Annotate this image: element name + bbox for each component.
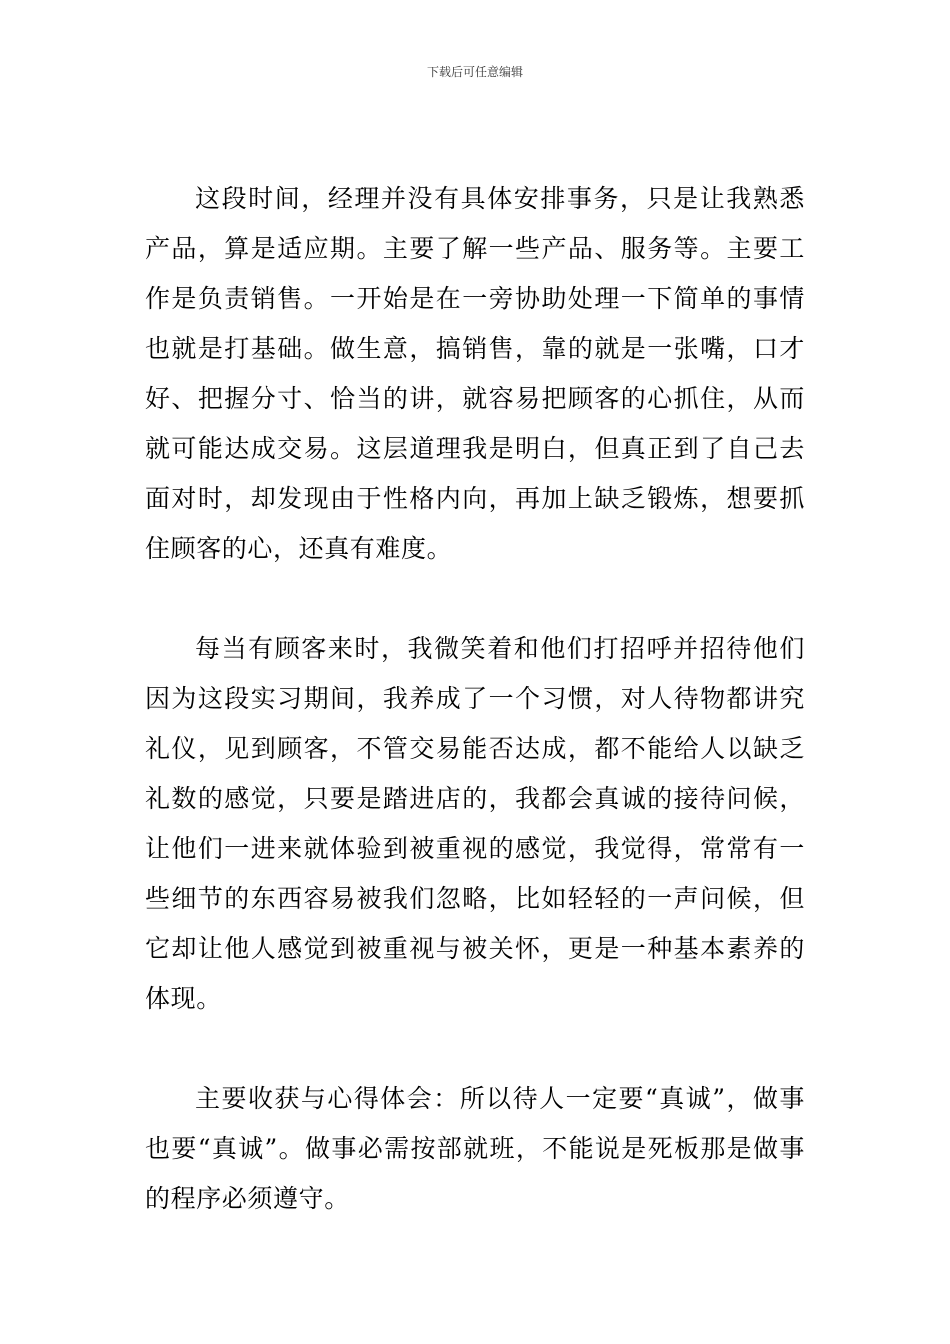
paragraph-3: 主要收获与心得体会：所以待人一定要“真诚”，做事也要“真诚”。做事必需按部就班，不能说是死板那是做事的程序必须遵守。 [145,1084,805,1213]
page-header-note: 下载后可任意编辑 [426,65,523,79]
document-body [145,174,805,1224]
paragraph-2: 每当有顾客来时，我微笑着和他们打招呼并招待他们因为这段实习期间，我养成了一个习惯，对人待物都讲究礼仪，见到顾客，不管交易能否达成，都不能给人以缺乏礼数的感觉，只要是踏进店的，我都会真诚的接待问候，让他们一进来就体验到被重视的感觉，我觉得，常常有一些细节的东西容易被我们忽略，比如轻轻的一声问候，但它却让他人感觉到被重视与被关怀，更是一种基本素养的体现。 [145,634,805,1013]
paragraph-1: 这段时间，经理并没有具体安排事务，只是让我熟悉产品，算是适应期。主要了解一些产品、服务等。主要工作是负责销售。一开始是在一旁协助处理一下简单的事情也就是打基础。做生意，搞销售，靠的就是一张嘴，口才好、把握分寸、恰当的讲，就容易把顾客的心抓住，从而就可能达成交易。这层道理我是明白，但真正到了自己去面对时，却发现由于性格内向，再加上缺乏锻炼，想要抓住顾客的心，还真有难度。 [145,184,805,563]
